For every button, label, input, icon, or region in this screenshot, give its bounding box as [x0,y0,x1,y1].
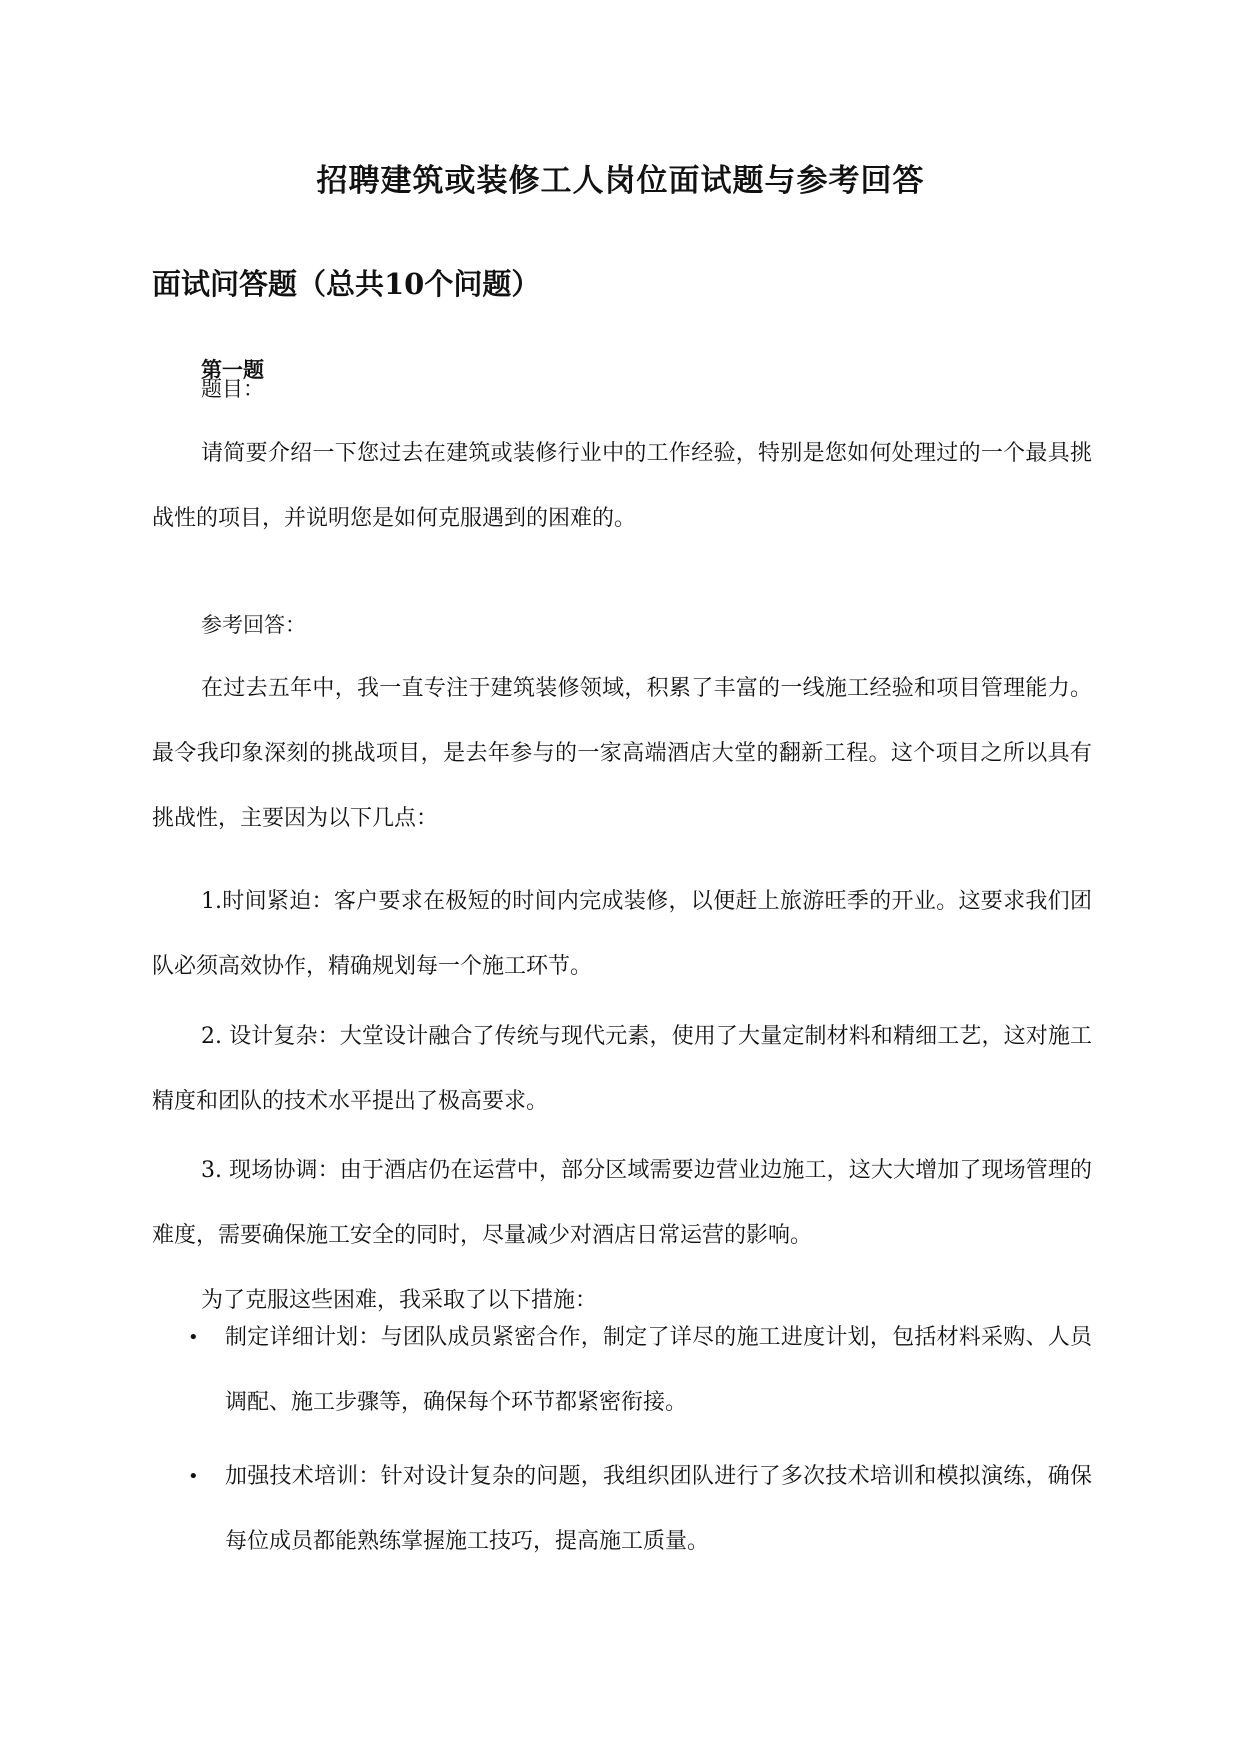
section-heading: 面试问答题（总共10个问题） [152,267,541,301]
point-design-complexity: 2. 设计复杂：大堂设计融合了传统与现代元素，使用了大量定制材料和精细工艺，这对施工精度和团队的技术水平提出了极高要求。 [152,1024,1092,1114]
question-text: 请简要介绍一下您过去在建筑或装修行业中的工作经验，特别是您如何处理过的一个最具挑战性的项目，并说明您是如何克服遇到的困难的。 [152,441,1092,531]
answer-intro: 在过去五年中，我一直专注于建筑装修领域，积累了丰富的一线施工经验和项目管理能力。最令我印象深刻的挑战项目，是去年参与的一家高端酒店大堂的翻新工程。这个项目之所以具有挑战性，主要因为以下几点： [152,676,1092,831]
document-title: 招聘建筑或装修工人岗位面试题与参考回答 [316,163,925,199]
list-item [152,1444,1092,1574]
list-item [152,1305,1092,1435]
bullet-text-detailed-plan: 制定详细计划：与团队成员紧密合作，制定了详尽的施工进度计划，包括材料采购、人员调配、施工步骤等，确保每个环节都紧密衔接。 [225,1325,1092,1415]
point-site-coordination: 3. 现场协调：由于酒店仍在运营中，部分区域需要边营业边施工，这大大增加了现场管理的难度，需要确保施工安全的同时，尽量减少对酒店日常运营的影响。 [152,1158,1092,1248]
bullet-text-technical-training: 加强技术培训：针对设计复杂的问题，我组织团队进行了多次技术培训和模拟演练，确保每位成员都能熟练掌握施工技巧，提高施工质量。 [225,1464,1092,1554]
question-label: 题目： [201,377,264,401]
measures-intro: 为了克服这些困难，我采取了以下措施： [201,1288,598,1313]
bullet-icon: • [188,1466,199,1487]
answer-label: 参考回答： [201,613,306,637]
question-heading: 第一题 [201,357,264,382]
point-time-pressure: 1.时间紧迫：客户要求在极短的时间内完成装修，以便赶上旅游旺季的开业。这要求我们团队必须高效协作，精确规划每一个施工环节。 [152,889,1092,979]
measures-list [152,1305,1092,1583]
bullet-icon: • [188,1327,199,1348]
